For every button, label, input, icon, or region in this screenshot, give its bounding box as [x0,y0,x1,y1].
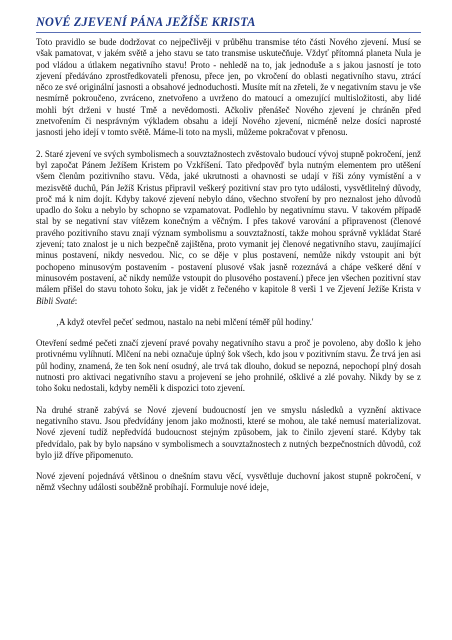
scripture-quote: ‚A když otevřel pečeť sedmou, nastalo na nebi mlčení téměř půl hodiny.' [56,316,314,327]
document-page [36,14,421,494]
paragraph-1: Toto pravidlo se bude dodržovat co nejpečlivěji v průběhu transmise této části Nového zjevení. Musí se však pamatovat, v jakém světě a jeho stavu se tato transmise uskutečňuje. Vždyť přítomná planeta Nula je pod vládou a útlakem negativního stavu! Proto - nehledě na to, jak jednoduše a s jakou jasností je toto zjevení předáváno zprostředkovateli přenosu, přece jen, po vkročení do oblasti negativního stavu, ztrácí něco ze své originální jasnosti a obsahové jednoduchosti. Musíte mít na zřeteli, že v negativním stavu je vše nesmírně pokroučeno, zvráceno, znetvořeno a uvrženo do matoucí a omezující multisložitosti, aby lidé mohli být drženi v husté Tmě a nevědomosti. Ačkoliv přenášeč Nového zjevení je chráněn před znetvořením či nesprávným výkladem obsahu a idejí Nového zjevení, nicméně nelze dosíci naprosté jasnosti jeho idejí v tomto světě. Máme-li toto na mysli, můžeme pokračovat v přenosu. [36,37,421,138]
paragraph-3: Otevření sedmé pečeti značí zjevení pravé povahy negativního stavu a proč je povoleno, aby došlo k jeho protivnému vylíhnutí. Mlčení na nebi označuje úplný šok všech, kdo jsou v pozitivním stavu. Že trvá jen asi půl hodiny, znamená, že ten šok není osudný, ale trvá tak dlouho, dokud se nepozná, nepochopí plný dosah nutnosti pro aktivaci negativního stavu a projevení se jeho prohnilé, ošklivé a zlé povahy. Nikdy by se z toho šoku nedostali, kdyby neměli k dispozici toto zjevení. [36,338,421,394]
paragraph-2-text: 2. Staré zjevení ve svých symbolismech a souvztažnostech zvěstovalo budoucí vývoj stupně pokročení, jenž byl započat Pánem Ježíšem Kristem po Vzkříšení. Tato předpověď byla nutným elementem pro utěšení všem členům pozitivního stavu. Věda, jaké ukrutnosti a ohavnosti se udají v říši zóny vymístění a v mezisvětě duchů, Pán Ježíš Kristus připravil veškerý pozitivní stav pro tyto události, vysvětlitelný důvody, proč má k nim dojít. Kdyby takové zjevení nebylo dáno, všechno stvoření by pro neznalost jeho důvodů upadlo do šoku a nebylo by schopno se vzpamatovat. Podlehlo by negativnímu stavu. V takovém případě stal by se negativní stav vítězem konečným a věčným. I přes takové varování a připravenost (členové pravého pozitivního stavu znají význam symbolismu a souvztažností, takže mohou správně vykládat Staré zjevení; tato znalost je u nich bezpečně zajištěna, proto vymanit jej členové negativního stavu, zaujímající minus postavení, nikdy nesvedou. Nic, co se děje v plus postavení, nemůže nikdy vstoupit ani být pochopeno minusovým postavením - postavení plusové však jasně rozeznává a chápe veškeré dění v minusovém postavení, ač nikdy nemůže vstoupit do plusového postavení.) přece jen všechen pozitivní stav málem přišel do stavu tohoto šoku, jak je vidět z řečeného v kapitole 8 verši 1 ve Zjevení Ježíše Krista v [36,148,421,295]
paragraph-4: Na druhé straně zabývá se Nové zjevení budoucností jen ve smyslu následků a vyznění aktivace negativního stavu. Jsou předvídány jenom jako možnosti, které se mohou, ale také nemusí materializovat. Nové zjevení tudíž nepředvídá budoucnost stejným způsobem, jak to činilo zjevení staré. Kdyby tak předvídalo, pak by bylo napsáno v symbolismech a souvztažnostech z nutných bezpečnostních důvodů, což bylo již dříve připomenuto. [36,404,421,460]
paragraph-5: Nové zjevení pojednává většinou o dnešním stavu věcí, vysvětluje duchovní jakost stupně pokročení, v němž všechny události souběžně probíhají. Formuluje nové ideje, [36,471,421,493]
page-title: NOVÉ ZJEVENÍ PÁNA JEŽÍŠE KRISTA [36,14,421,33]
bible-reference: Bibli Svaté [36,295,75,306]
bible-reference-colon: : [74,295,78,306]
paragraph-2 [36,149,421,307]
